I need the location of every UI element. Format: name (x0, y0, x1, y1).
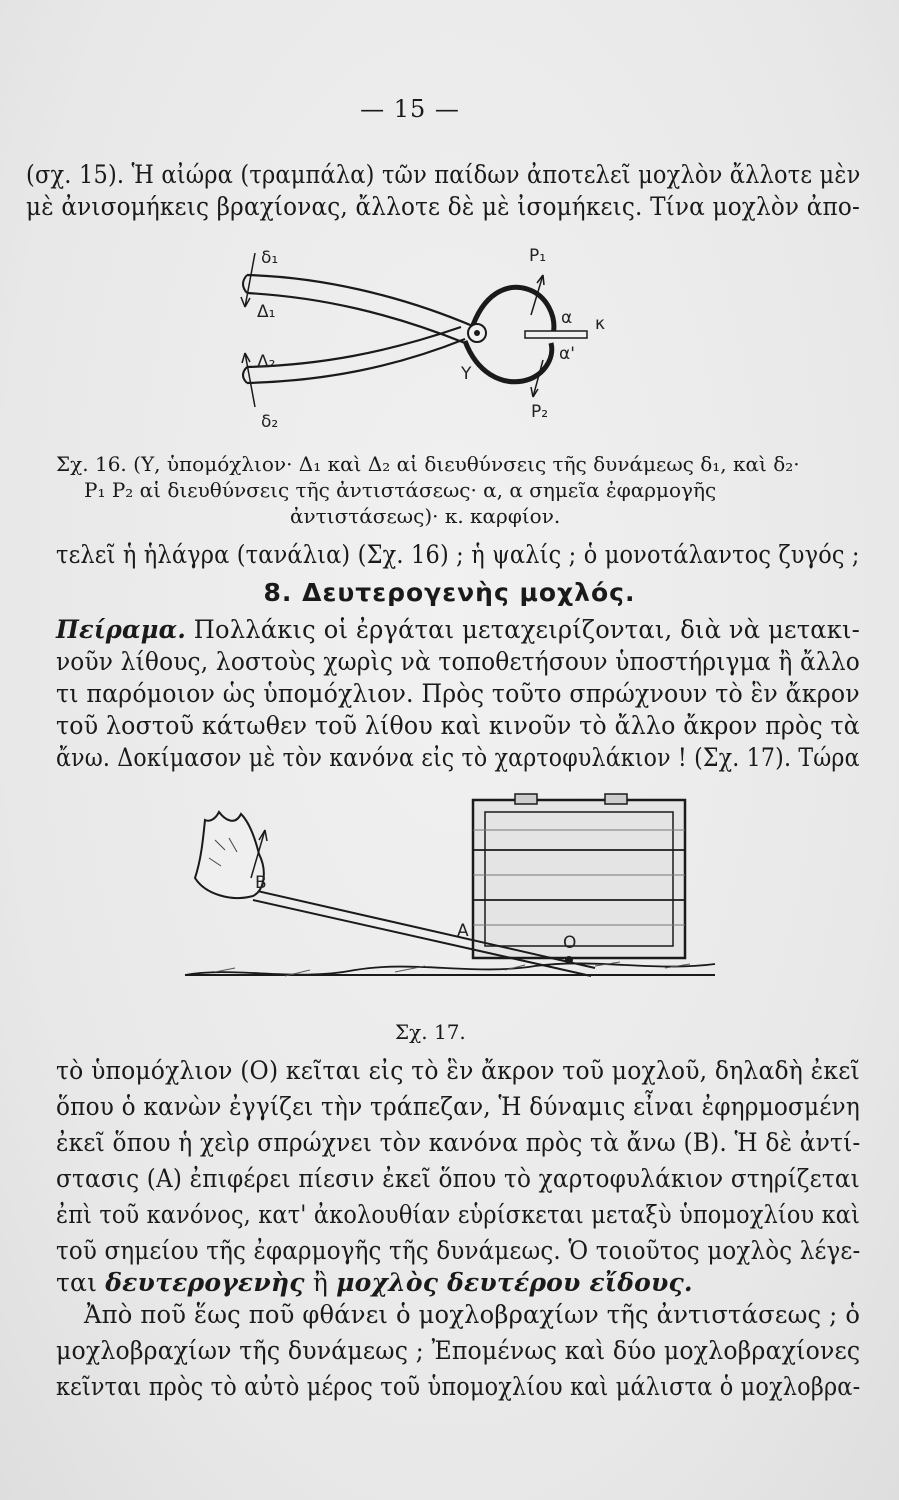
label-O: O (563, 933, 577, 953)
text-line: Ἀπὸ ποῦ ἕως ποῦ φθάνει ὁ μοχλοβραχίων τῆς ἀντιστάσεως ; ὁ (84, 1300, 861, 1329)
text-line: μὲ ἀνισομήκεις βραχίονας, ἄλλοτε δὲ μὲ ἰσομήκεις. Τίνα μοχλὸν ἀπο- (26, 192, 860, 221)
label-kappa: κ (595, 314, 606, 334)
text-line: τελεῖ ἡ ἡλάγρα (τανάλια) (Σχ. 16) ; ἡ ψαλίς ; ὁ μονοτάλαντος ζυγός ; (56, 540, 860, 569)
label-P1: P₁ (529, 246, 547, 266)
label-P2: P₂ (531, 402, 549, 422)
experiment-line-rest: Πολλάκις οἱ ἐργάται μεταχειρίζονται, διὰ νὰ μετακι- (193, 615, 861, 644)
section-heading: 8. Δευτερογενὴς μοχλός. (263, 578, 636, 607)
text-line: στασις (Α) ἐπιφέρει πίεσιν ἐκεῖ ὅπου τὸ χαρτοφυλάκιον στηρίζεται (56, 1164, 860, 1193)
text-line: ἐκεῖ ὅπου ἡ χεὶρ σπρώχνει τὸν κανόνα πρὸς τὰ ἄνω (Β). Ἡ δὲ ἀντί- (56, 1128, 861, 1157)
text-line: νοῦν λίθους, λοστοὺς χωρὶς νὰ τοποθετήσουν ὑποστήριγμα ἢ ἄλλο (56, 647, 860, 676)
label-B: B (255, 873, 267, 893)
label-Delta2: Δ₂ (257, 352, 276, 372)
definition-prefix: ται (56, 1268, 98, 1297)
label-delta1: δ₁ (261, 248, 279, 268)
figure-16-caption-line: Σχ. 16. (Υ, ὑπομόχλιον· Δ₁ καὶ Δ₂ αἱ διευθύνσεις τῆς δυνάμεως δ₁, καὶ δ₂· (56, 452, 800, 476)
label-A: A (457, 921, 469, 941)
definition-term-2: μοχλὸς δευτέρου εἴδους. (336, 1268, 693, 1297)
definition-middle: ἢ (312, 1268, 329, 1297)
page-number: — 15 — (360, 95, 460, 123)
label-delta2: δ₂ (261, 412, 279, 432)
label-alpha: α (561, 308, 573, 328)
label-alpha-prime: α' (559, 344, 575, 364)
text-line: ὅπου ὁ κανὼν ἐγγίζει τὴν τράπεζαν, Ἡ δύναμις εἶναι ἐφηρμοσμένη (56, 1092, 860, 1121)
figure-16-pliers-diagram (225, 235, 625, 445)
text-line: τὸ ὑπομόχλιον (Ο) κεῖται εἰς τὸ ἓν ἄκρον τοῦ μοχλοῦ, δηλαδὴ ἐκεῖ (56, 1056, 860, 1085)
figure-16-caption-line: ἀντιστάσεως)· κ. καρφίον. (290, 504, 561, 528)
figure-17-caption: Σχ. 17. (395, 1020, 466, 1044)
figure-16-caption-line: P₁ P₂ αἱ διευθύνσεις τῆς ἀντιστάσεως· α, α σημεῖα ἐφαρμογῆς (84, 478, 717, 502)
text-line: (σχ. 15). Ἡ αἰώρα (τραμπάλα) τῶν παίδων ἀποτελεῖ μοχλὸν ἄλλοτε μὲν (26, 160, 861, 189)
experiment-first-line (56, 615, 860, 645)
figure-17-lever-diagram (175, 790, 735, 1010)
text-line: ἐπὶ τοῦ κανόνος, κατ' ἀκολουθίαν εὑρίσκεται μεταξὺ ὑπομοχλίου καὶ (56, 1200, 861, 1229)
text-line: τι παρόμοιον ὡς ὑπομόχλιον. Πρὸς τοῦτο σπρώχνουν τὸ ἓν ἄκρον (56, 679, 860, 708)
label-Delta1: Δ₁ (257, 302, 276, 322)
experiment-label: Πείραμα. (56, 615, 186, 644)
text-line: μοχλοβραχίων τῆς δυνάμεως ; Ἐπομένως καὶ δύο μοχλοβραχίονες (56, 1336, 861, 1365)
text-line: ἄνω. Δοκίμασον μὲ τὸν κανόνα εἰς τὸ χαρτοφυλάκιον ! (Σχ. 17). Τώρα (56, 743, 860, 772)
text-line: τοῦ σημείου τῆς ἐφαρμογῆς τῆς δυνάμεως. Ὁ τοιοῦτος μοχλὸς λέγε- (56, 1236, 861, 1265)
definition-term-1: δευτερογενὴς (105, 1268, 305, 1297)
definition-line (56, 1268, 693, 1298)
text-line: τοῦ λοστοῦ κάτωθεν τοῦ λίθου καὶ κινοῦν τὸ ἄλλο ἄκρον πρὸς τὰ (56, 711, 860, 740)
text-line: κεῖνται πρὸς τὸ αὐτὸ μέρος τοῦ ὑπομοχλίου καὶ μάλιστα ὁ μοχλοβρα- (56, 1372, 861, 1401)
label-Y: Y (461, 364, 472, 384)
